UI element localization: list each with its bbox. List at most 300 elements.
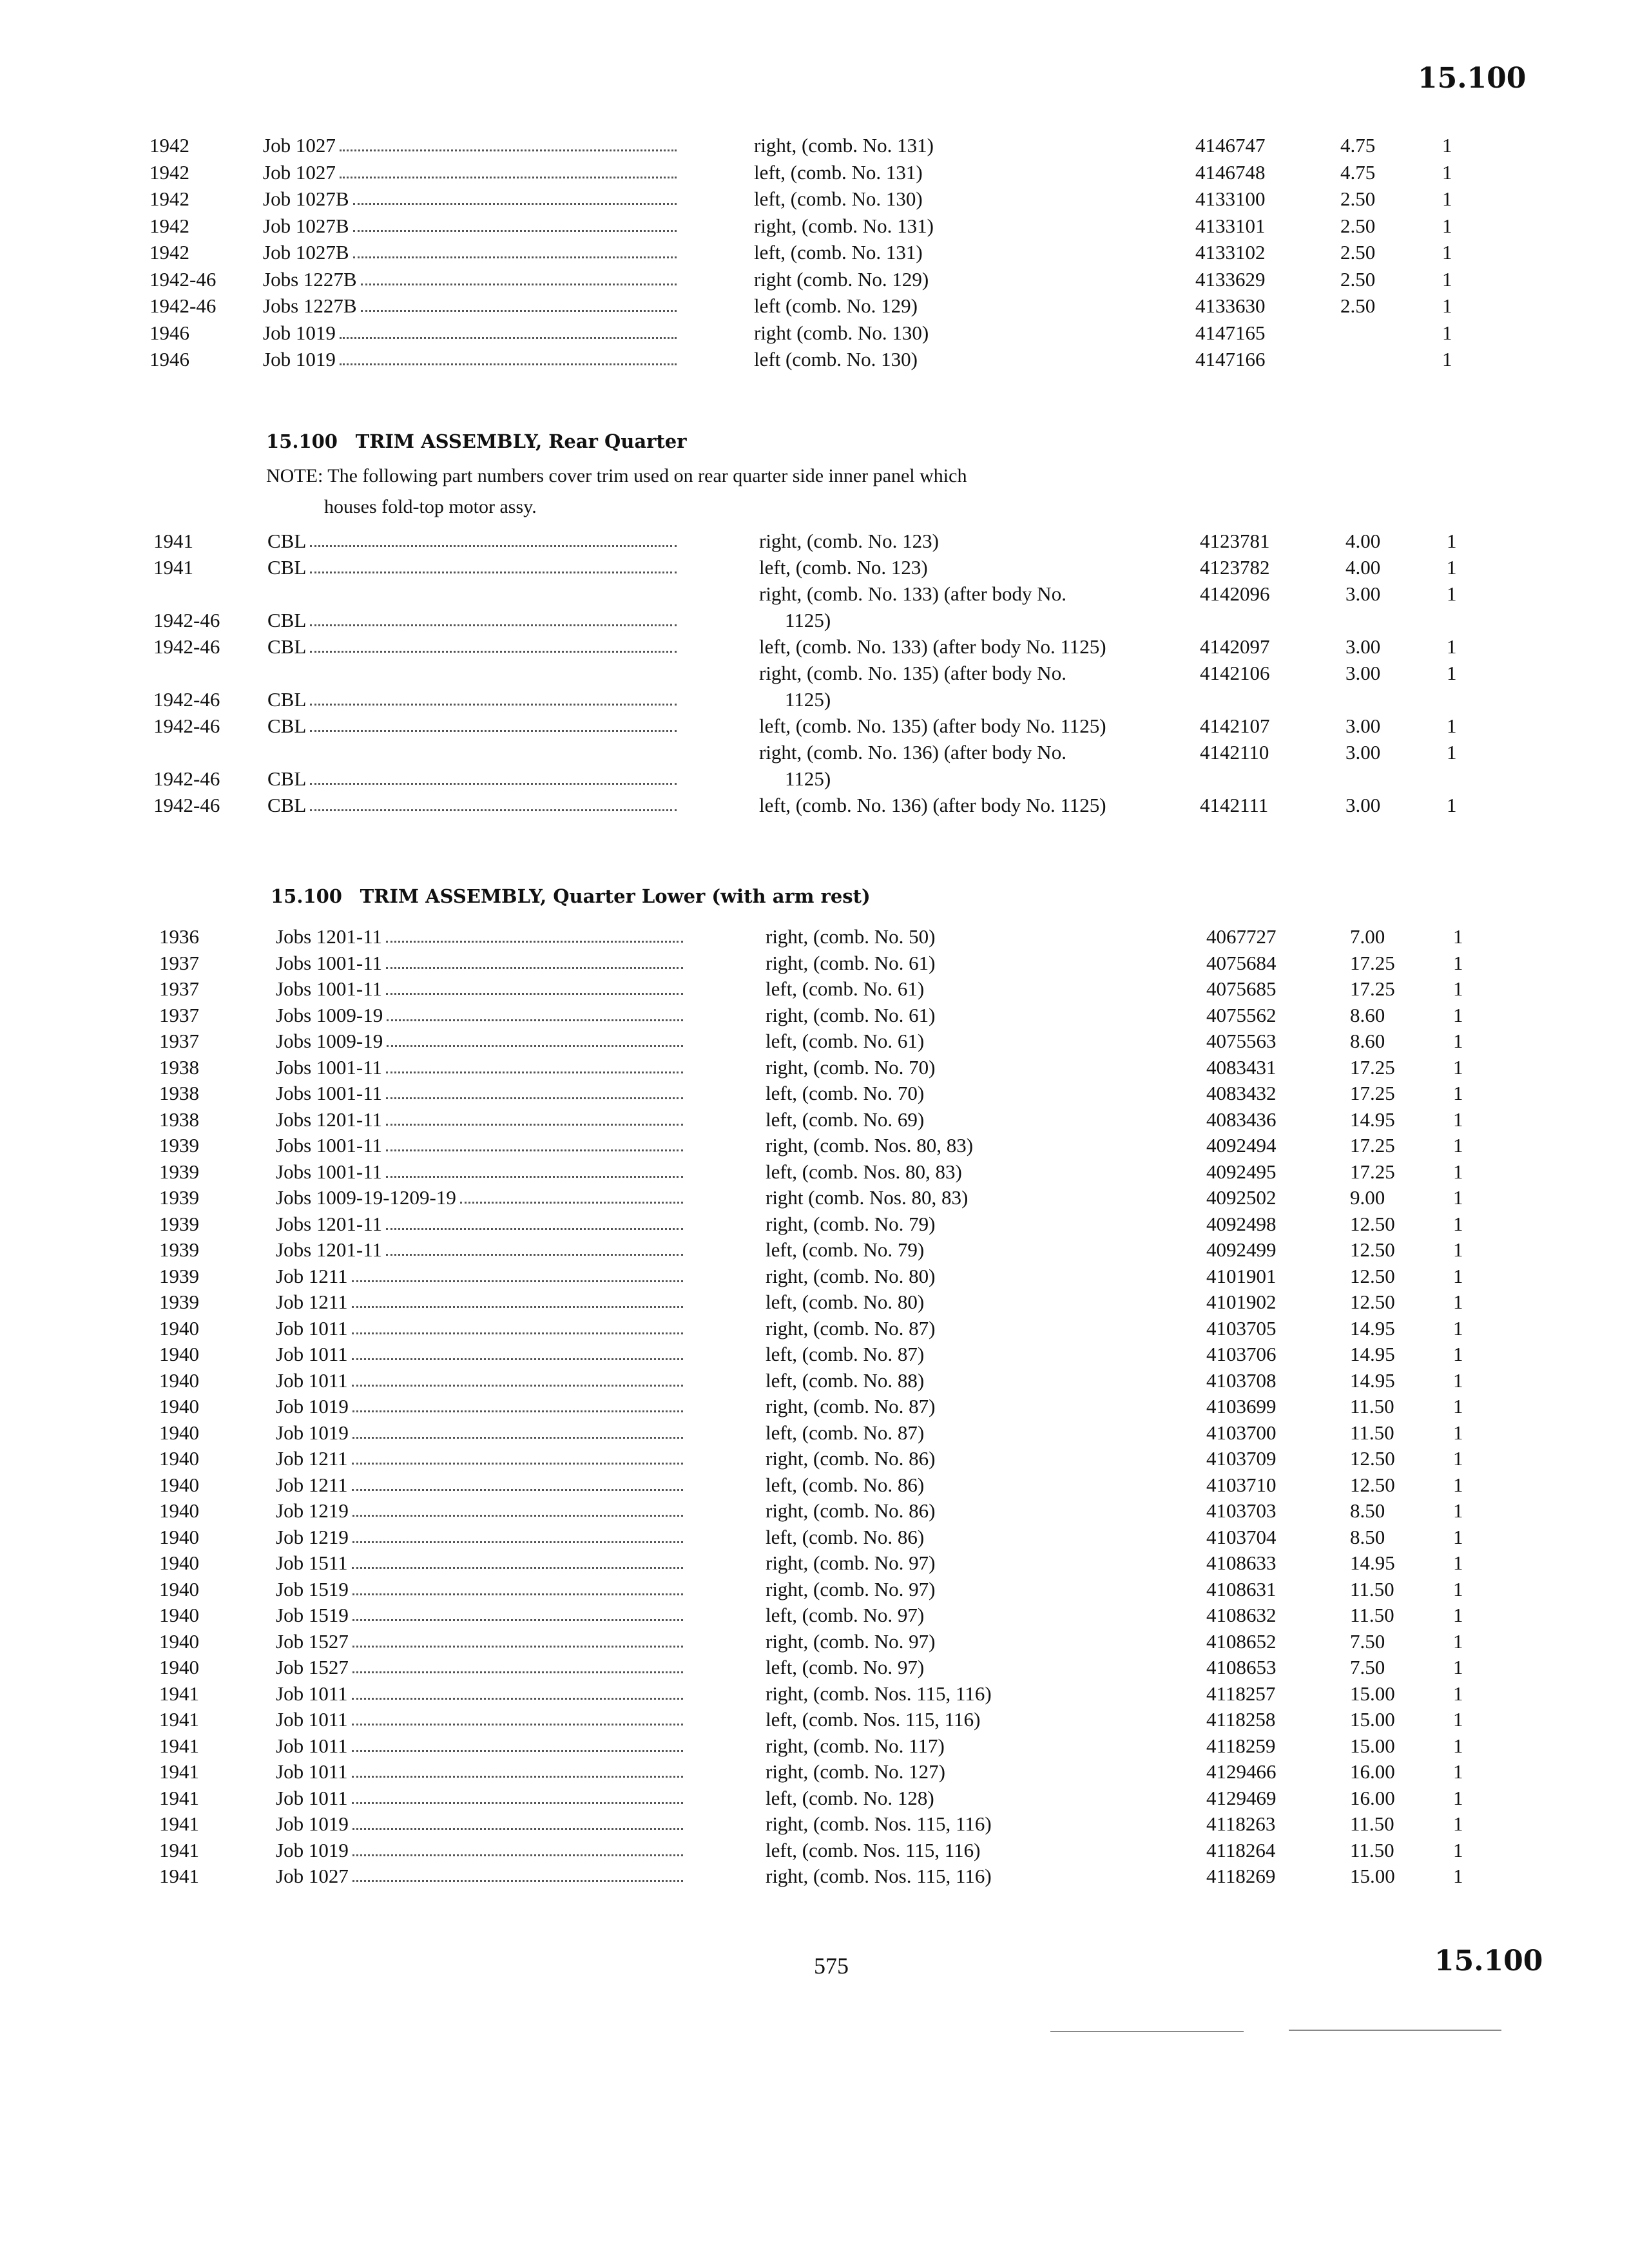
job-number: CBL [267, 556, 307, 579]
dot-leader [352, 1515, 683, 1517]
part-description: right (comb. Nos. 80, 83) [766, 1186, 969, 1209]
job-number: Job 1027B [263, 187, 349, 210]
part-number: 4146748 [1195, 160, 1266, 184]
quantity: 1 [1453, 1264, 1463, 1287]
dot-leader [386, 1072, 683, 1073]
part-description: left, (comb. No. 61) [766, 977, 925, 1000]
list-price: 14.95 [1350, 1552, 1395, 1574]
list-price: 2.50 [1340, 294, 1376, 317]
quantity: 1 [1453, 1865, 1463, 1887]
part-number: 4092495 [1206, 1160, 1277, 1183]
model-year: 1937 [159, 951, 199, 974]
quantity: 1 [1453, 1055, 1463, 1079]
model-year: 1941 [159, 1786, 199, 1809]
list-price: 2.50 [1340, 187, 1376, 210]
model-year: 1942-46 [153, 715, 220, 737]
dot-leader [310, 704, 677, 706]
list-price: 3.00 [1345, 662, 1381, 684]
quantity: 1 [1453, 977, 1463, 1000]
model-year: 1938 [159, 1055, 199, 1079]
table-row [0, 322, 1629, 349]
part-description: left, (comb. No. 79) [766, 1238, 925, 1261]
job-number: CBL [267, 715, 307, 737]
list-price: 17.25 [1350, 1082, 1395, 1104]
quantity: 1 [1453, 925, 1463, 948]
quantity: 1 [1453, 1786, 1463, 1809]
quantity: 1 [1442, 294, 1452, 317]
list-price: 7.50 [1350, 1656, 1385, 1678]
part-description: left, (comb. No. 133) (after body No. 1125) [759, 635, 1106, 658]
dot-leader [386, 967, 683, 969]
part-number: 4108652 [1206, 1629, 1277, 1653]
dot-leader [386, 941, 683, 943]
part-description-continued: 1125) [785, 688, 831, 711]
model-year: 1936 [159, 925, 199, 948]
list-price: 4.75 [1340, 160, 1376, 184]
part-description: left, (comb. No. 87) [766, 1421, 925, 1444]
part-description: left, (comb. No. 61) [766, 1030, 925, 1052]
table-row [0, 1421, 1629, 1448]
list-price: 17.25 [1350, 1160, 1395, 1183]
part-description: left, (comb. Nos. 80, 83) [766, 1160, 962, 1183]
table-row [0, 1291, 1629, 1317]
table-row [0, 241, 1629, 268]
part-number: 4123782 [1200, 556, 1270, 579]
part-number: 4129469 [1206, 1786, 1277, 1809]
table-row [0, 582, 1629, 635]
quantity: 1 [1453, 1082, 1463, 1104]
model-year: 1942 [149, 187, 189, 210]
list-price: 2.50 [1340, 241, 1376, 264]
part-number: 4118264 [1206, 1838, 1276, 1861]
part-description: left, (comb. No. 136) (after body No. 1125) [759, 794, 1106, 816]
table-row [0, 1160, 1629, 1187]
job-number: Job 1011 [276, 1708, 348, 1731]
list-price: 9.00 [1350, 1186, 1385, 1209]
page-number: 575 [814, 1953, 849, 1979]
dot-leader [386, 1254, 683, 1256]
part-description: right, (comb. No. 97) [766, 1577, 936, 1600]
list-price: 4.00 [1345, 530, 1381, 552]
table-row [0, 1552, 1629, 1578]
model-year: 1942-46 [153, 767, 220, 790]
quantity: 1 [1453, 1186, 1463, 1209]
dot-leader [340, 177, 677, 178]
dot-leader [352, 1593, 683, 1595]
list-price: 3.00 [1345, 582, 1381, 605]
table-row [0, 1213, 1629, 1239]
part-number: 4118259 [1206, 1734, 1276, 1757]
job-number: Job 1519 [276, 1604, 349, 1626]
quantity: 1 [1453, 1552, 1463, 1574]
part-number: 4118258 [1206, 1708, 1276, 1731]
part-description: left, (comb. No. 123) [759, 556, 928, 579]
quantity: 1 [1447, 794, 1457, 816]
table-row [0, 1812, 1629, 1839]
table-row [0, 1343, 1629, 1369]
quantity: 1 [1447, 715, 1457, 737]
model-year: 1942-46 [153, 609, 220, 631]
list-price: 7.50 [1350, 1629, 1385, 1653]
dot-leader [352, 1646, 683, 1648]
part-number: 4133101 [1195, 214, 1266, 237]
dot-leader [352, 1619, 683, 1621]
part-number: 4118263 [1206, 1812, 1276, 1835]
list-price: 15.00 [1350, 1734, 1395, 1757]
dot-leader [352, 1332, 683, 1334]
model-year: 1940 [159, 1499, 199, 1522]
dot-leader [310, 809, 677, 811]
part-description: left, (comb. No. 87) [766, 1343, 925, 1365]
job-number: Job 1019 [263, 348, 336, 370]
table-row [0, 662, 1629, 715]
list-price: 12.50 [1350, 1238, 1395, 1261]
part-description: left, (comb. No. 131) [754, 241, 923, 264]
list-price: 2.50 [1340, 214, 1376, 237]
list-price: 3.00 [1345, 635, 1381, 658]
table-row [0, 1474, 1629, 1500]
quantity: 1 [1453, 1577, 1463, 1600]
part-number: 4133102 [1195, 241, 1266, 264]
dot-leader [352, 1698, 683, 1700]
part-description: right, (comb. Nos. 115, 116) [766, 1865, 992, 1887]
part-number: 4103708 [1206, 1369, 1277, 1392]
part-description: left, (comb. No. 88) [766, 1369, 925, 1392]
model-year: 1940 [159, 1369, 199, 1392]
job-number: Job 1027 [263, 134, 336, 157]
list-price: 8.50 [1350, 1525, 1385, 1548]
section-title: TRIM ASSEMBLY, Rear Quarter [355, 430, 687, 452]
scan-mark [1289, 2030, 1501, 2031]
job-number: Job 1019 [276, 1395, 349, 1418]
part-description: left, (comb. Nos. 115, 116) [766, 1838, 981, 1861]
job-number: Job 1527 [276, 1629, 349, 1653]
part-description: right, (comb. No. 117) [766, 1734, 945, 1757]
table-row [0, 715, 1629, 741]
job-number: Jobs 1001-11 [276, 1160, 383, 1183]
quantity: 1 [1447, 530, 1457, 552]
quantity: 1 [1453, 1343, 1463, 1365]
model-year: 1940 [159, 1473, 199, 1496]
dot-leader [386, 1149, 683, 1151]
model-year: 1937 [159, 977, 199, 1000]
table-row [0, 1369, 1629, 1396]
quantity: 1 [1453, 1134, 1463, 1157]
list-price: 14.95 [1350, 1316, 1395, 1340]
job-number: Job 1219 [276, 1499, 349, 1522]
scan-mark [1050, 2031, 1244, 2032]
table-row [0, 1499, 1629, 1526]
part-description: left, (comb. No. 80) [766, 1291, 925, 1313]
dot-leader [310, 730, 677, 732]
list-price: 12.50 [1350, 1447, 1395, 1470]
table-row [0, 1708, 1629, 1735]
dot-leader [352, 1280, 683, 1282]
dot-leader [361, 310, 677, 312]
section-heading-rear-quarter [266, 430, 687, 452]
quantity: 1 [1453, 1812, 1463, 1835]
part-number: 4092502 [1206, 1186, 1277, 1209]
part-number: 4108633 [1206, 1552, 1277, 1574]
part-number: 4092498 [1206, 1212, 1277, 1235]
model-year: 1941 [159, 1708, 199, 1731]
part-description: right, (comb. Nos. 115, 116) [766, 1682, 992, 1705]
list-price: 15.00 [1350, 1708, 1395, 1731]
model-year: 1939 [159, 1291, 199, 1313]
job-number: Jobs 1201-11 [276, 1108, 383, 1131]
part-description: right, (comb. No. 97) [766, 1629, 936, 1653]
job-number: Jobs 1009-19 [276, 1030, 383, 1052]
table-row [0, 794, 1629, 820]
list-price: 11.50 [1350, 1395, 1394, 1418]
model-year: 1940 [159, 1343, 199, 1365]
table-row [0, 1447, 1629, 1474]
part-number: 4101902 [1206, 1291, 1277, 1313]
table-row [0, 925, 1629, 952]
part-number: 4118269 [1206, 1865, 1276, 1887]
table-row [0, 1238, 1629, 1265]
quantity: 1 [1453, 1369, 1463, 1392]
job-number: Job 1019 [276, 1838, 349, 1861]
list-price: 8.60 [1350, 1030, 1385, 1052]
part-number: 4103710 [1206, 1473, 1277, 1496]
model-year: 1940 [159, 1316, 199, 1340]
quantity: 1 [1453, 1708, 1463, 1731]
part-number: 4103703 [1206, 1499, 1277, 1522]
dot-leader [386, 993, 683, 995]
dot-leader [352, 1671, 683, 1673]
part-description: right, (comb. No. 61) [766, 951, 936, 974]
part-number: 4103706 [1206, 1343, 1277, 1365]
model-year: 1937 [159, 1030, 199, 1052]
part-number: 4129466 [1206, 1760, 1277, 1783]
quantity: 1 [1453, 1656, 1463, 1678]
part-number: 4142110 [1200, 741, 1269, 764]
part-description: left (comb. No. 130) [754, 348, 918, 370]
quantity: 1 [1442, 321, 1452, 344]
job-number: Jobs 1201-11 [276, 1212, 383, 1235]
part-number: 4142107 [1200, 715, 1270, 737]
model-year: 1942-46 [149, 267, 217, 291]
job-number: Jobs 1201-11 [276, 1238, 383, 1261]
quantity: 1 [1442, 160, 1452, 184]
list-price: 11.50 [1350, 1577, 1394, 1600]
part-number: 4103699 [1206, 1395, 1277, 1418]
model-year: 1942 [149, 134, 189, 157]
job-number: Job 1027 [276, 1865, 349, 1887]
job-number: Job 1011 [276, 1682, 348, 1705]
table-row [0, 1030, 1629, 1056]
model-year: 1940 [159, 1525, 199, 1548]
part-description: left, (comb. No. 70) [766, 1082, 925, 1104]
quantity: 1 [1453, 1473, 1463, 1496]
part-number: 4083431 [1206, 1055, 1277, 1079]
part-description: right, (comb. No. 135) (after body No. [759, 662, 1066, 684]
table-row [0, 1082, 1629, 1108]
part-description: left, (comb. No. 69) [766, 1108, 925, 1131]
dot-leader [310, 572, 677, 573]
model-year: 1942-46 [149, 294, 217, 317]
job-number: CBL [267, 688, 307, 711]
dot-leader [352, 1410, 683, 1412]
part-description: right (comb. No. 129) [754, 267, 929, 291]
job-number: Job 1011 [276, 1369, 348, 1392]
quantity: 1 [1453, 1604, 1463, 1626]
part-description: left (comb. No. 129) [754, 294, 918, 317]
list-price: 3.00 [1345, 715, 1381, 737]
part-description: right, (comb. No. 50) [766, 925, 936, 948]
part-description: right, (comb. No. 61) [766, 1003, 936, 1026]
dot-leader [352, 1463, 683, 1465]
part-description: right, (comb. No. 80) [766, 1264, 936, 1287]
quantity: 1 [1447, 556, 1457, 579]
model-year: 1940 [159, 1629, 199, 1653]
quantity: 1 [1453, 1734, 1463, 1757]
model-year: 1942-46 [153, 794, 220, 816]
job-number: Job 1219 [276, 1525, 349, 1548]
list-price: 17.25 [1350, 977, 1395, 1000]
part-number: 4092499 [1206, 1238, 1277, 1261]
quantity: 1 [1453, 1838, 1463, 1861]
table-row [0, 1056, 1629, 1082]
list-price: 15.00 [1350, 1865, 1395, 1887]
part-description: right, (comb. No. 133) (after body No. [759, 582, 1066, 605]
quantity: 1 [1453, 1682, 1463, 1705]
dot-leader [352, 1724, 683, 1725]
job-number: CBL [267, 794, 307, 816]
quantity: 1 [1453, 1316, 1463, 1340]
quantity: 1 [1453, 951, 1463, 974]
table-row [0, 1395, 1629, 1421]
model-year: 1942 [149, 241, 189, 264]
quantity: 1 [1442, 214, 1452, 237]
table-row [0, 530, 1629, 556]
part-number: 4103700 [1206, 1421, 1277, 1444]
list-price: 11.50 [1350, 1421, 1394, 1444]
dot-leader [352, 1750, 683, 1752]
job-number: CBL [267, 530, 307, 552]
table-row [0, 268, 1629, 295]
list-price: 8.50 [1350, 1499, 1385, 1522]
part-number: 4075685 [1206, 977, 1277, 1000]
list-price: 3.00 [1345, 741, 1381, 764]
section-note-continued: houses fold-top motor assy. [324, 496, 537, 517]
dot-leader [340, 363, 677, 365]
part-number: 4067727 [1206, 925, 1277, 948]
list-price: 14.95 [1350, 1108, 1395, 1131]
list-price: 14.95 [1350, 1369, 1395, 1392]
part-number: 4083432 [1206, 1082, 1277, 1104]
table-row [0, 952, 1629, 978]
model-year: 1940 [159, 1656, 199, 1678]
job-number: Job 1011 [276, 1760, 348, 1783]
table-row [0, 1134, 1629, 1160]
dot-leader [361, 284, 677, 285]
table-row [0, 1186, 1629, 1213]
dot-leader [386, 1176, 683, 1178]
job-number: Job 1027B [263, 214, 349, 237]
dot-leader [352, 1776, 683, 1778]
list-price: 16.00 [1350, 1760, 1395, 1783]
section-number: 15.100 [266, 430, 338, 452]
model-year: 1938 [159, 1082, 199, 1104]
model-year: 1940 [159, 1447, 199, 1470]
list-price: 8.60 [1350, 1003, 1385, 1026]
model-year: 1939 [159, 1238, 199, 1261]
dot-leader [386, 1097, 683, 1099]
part-number: 4103705 [1206, 1316, 1277, 1340]
quantity: 1 [1453, 1003, 1463, 1026]
part-description: right, (comb. No. 136) (after body No. [759, 741, 1066, 764]
model-year: 1940 [159, 1421, 199, 1444]
model-year: 1939 [159, 1186, 199, 1209]
part-number: 4075562 [1206, 1003, 1277, 1026]
job-number: Job 1211 [276, 1291, 348, 1313]
section-note: NOTE: The following part numbers cover trim used on rear quarter side inner panel which [266, 465, 967, 486]
dot-leader [353, 256, 677, 258]
dot-leader [352, 1385, 683, 1387]
table-row [0, 1265, 1629, 1291]
part-number: 4108631 [1206, 1577, 1277, 1600]
part-description: right, (comb. No. 123) [759, 530, 939, 552]
part-description-continued: 1125) [785, 767, 831, 790]
part-description: right, (comb. No. 86) [766, 1447, 936, 1470]
job-number: Job 1211 [276, 1447, 348, 1470]
model-year: 1941 [159, 1838, 199, 1861]
job-number: Job 1011 [276, 1316, 348, 1340]
dot-leader [352, 1880, 683, 1882]
dot-leader [352, 1567, 683, 1569]
part-description: right, (comb. No. 131) [754, 134, 934, 157]
list-price: 14.95 [1350, 1343, 1395, 1365]
model-year: 1939 [159, 1264, 199, 1287]
table-row [0, 134, 1629, 161]
dot-leader [387, 1045, 683, 1047]
part-number: 4133100 [1195, 187, 1266, 210]
model-year: 1939 [159, 1160, 199, 1183]
part-number: 4133630 [1195, 294, 1266, 317]
job-number: Jobs 1001-11 [276, 1082, 383, 1104]
dot-leader [386, 1124, 683, 1126]
job-number: CBL [267, 635, 307, 658]
quantity: 1 [1453, 1108, 1463, 1131]
dot-leader [352, 1828, 683, 1830]
part-description: left, (comb. No. 130) [754, 187, 923, 210]
table-row [0, 741, 1629, 794]
dot-leader [340, 337, 677, 339]
model-year: 1940 [159, 1552, 199, 1574]
list-price: 4.75 [1340, 134, 1376, 157]
table-row [0, 1760, 1629, 1787]
dot-leader [352, 1802, 683, 1804]
job-number: Job 1019 [263, 321, 336, 344]
job-number: Job 1027 [263, 160, 336, 184]
dot-leader [352, 1541, 683, 1543]
quantity: 1 [1453, 1160, 1463, 1183]
job-number: Jobs 1001-11 [276, 1134, 383, 1157]
model-year: 1946 [149, 321, 189, 344]
part-description: right, (comb. No. 70) [766, 1055, 936, 1079]
part-number: 4075684 [1206, 951, 1277, 974]
part-number: 4142096 [1200, 582, 1270, 605]
list-price: 3.00 [1345, 794, 1381, 816]
part-number: 4142106 [1200, 662, 1270, 684]
quantity: 1 [1453, 1291, 1463, 1313]
list-price: 17.25 [1350, 1055, 1395, 1079]
table-row [0, 1604, 1629, 1630]
job-number: Jobs 1001-11 [276, 977, 383, 1000]
job-number: Jobs 1001-11 [276, 1055, 383, 1079]
